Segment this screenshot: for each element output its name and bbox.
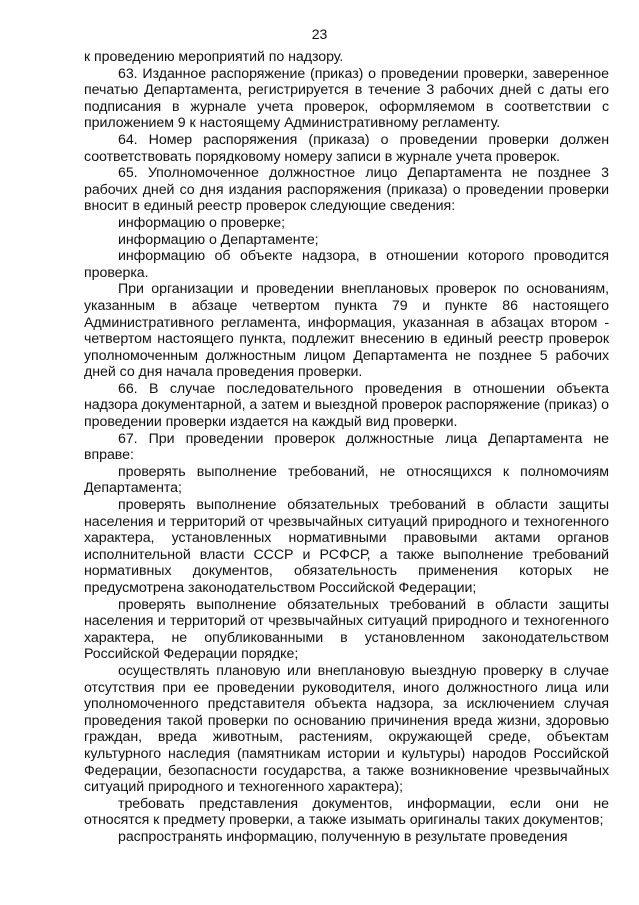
document-body — [84, 49, 609, 846]
list-item-prohibition-6: распространять информацию, полученную в результате проведения — [118, 828, 568, 845]
paragraph-item-66: 66. В случае последовательного проведения в отношении объекта надзора документарной, а затем и выездной проверок распоряжение (приказ) о проведении проверки издается на каждый вид проверки. — [84, 380, 609, 431]
list-item-prohibition-4: осуществлять плановую или внеплановую выездную проверку в случае отсутствия при ее проведении руководителя, иного должностного лица или уполномоченного представителя объекта надзора, за исключением случая проведения такой проверки по основанию причинения вреда жизни, здоровью граждан, вреда животным, растениям, окружающей среде, объектам культурного наследия (памятникам истории и культуры) народов Российской Федерации, безопасности государства, а также возникновение чрезвычайных ситуаций природного и техногенного характера); — [84, 662, 609, 796]
list-item-prohibition-3: проверять выполнение обязательных требований в области защиты населения и территорий от чрезвычайных ситуаций природного и техногенного характера, не опубликованными в установленном законодательством Российской Федерации порядке; — [84, 596, 609, 663]
list-item-inspection-info: информацию о проверке; — [118, 214, 286, 231]
list-item-department-info: информацию о Департаменте; — [118, 231, 319, 248]
list-item-object-info: информацию об объекте надзора, в отношении которого проводится проверка. — [84, 248, 609, 281]
list-item-prohibition-5: требовать представления документов, информации, если они не относятся к предмету проверки, а также изымать оригиналы таких документов; — [84, 795, 609, 829]
list-item-prohibition-2: проверять выполнение обязательных требований в области защиты населения и территорий от чрезвычайных ситуаций природного и техногенного характера, установленных нормативными правовыми актами органов исполнительной власти СССР и РСФСР, а также выполнение требований нормативных документов, обязательность применения которых не предусмотрена законодательством Российской Федерации; — [84, 497, 609, 596]
paragraph-unscheduled-inspections: При организации и проведении внеплановых проверок по основаниям, указанным в абзаце четвертом пункта 79 и пункте 86 настоящего Административного регламента, информация, указанная в абзацах втором - четвертом настоящего пункта, подлежит внесению в единый реестр проверок уполномоченным должностным лицом Департамента не позднее 5 рабочих дней со дня начала проведения проверки. — [84, 281, 609, 381]
paragraph-item-64: 64. Номер распоряжения (приказа) о проведении проверки должен соответствовать порядковому номеру записи в журнале учета проверок. — [84, 131, 609, 165]
list-item-prohibition-1: проверять выполнение требований, не относящихся к полномочиям Департамента; — [84, 463, 609, 497]
paragraph-item-67: 67. При проведении проверок должностные лица Департамента не вправе: — [84, 430, 609, 464]
paragraph-continuation: к проведению мероприятий по надзору. — [84, 49, 344, 65]
page-number: 23 — [311, 26, 328, 42]
paragraph-item-65: 65. Уполномоченное должностное лицо Департамента не позднее 3 рабочих дней со дня издания распоряжения (приказа) о проведении проверки вносит в единый реестр проверок следующие сведения: — [84, 165, 609, 215]
paragraph-item-63: 63. Изданное распоряжение (приказ) о проведении проверки, заверенное печатью Департамента, регистрируется в течение 3 рабочих дней с даты его подписания в журнале учета проверок, оформляемом в соответствии с приложением 9 к настоящему Административному регламенту. — [84, 65, 609, 132]
